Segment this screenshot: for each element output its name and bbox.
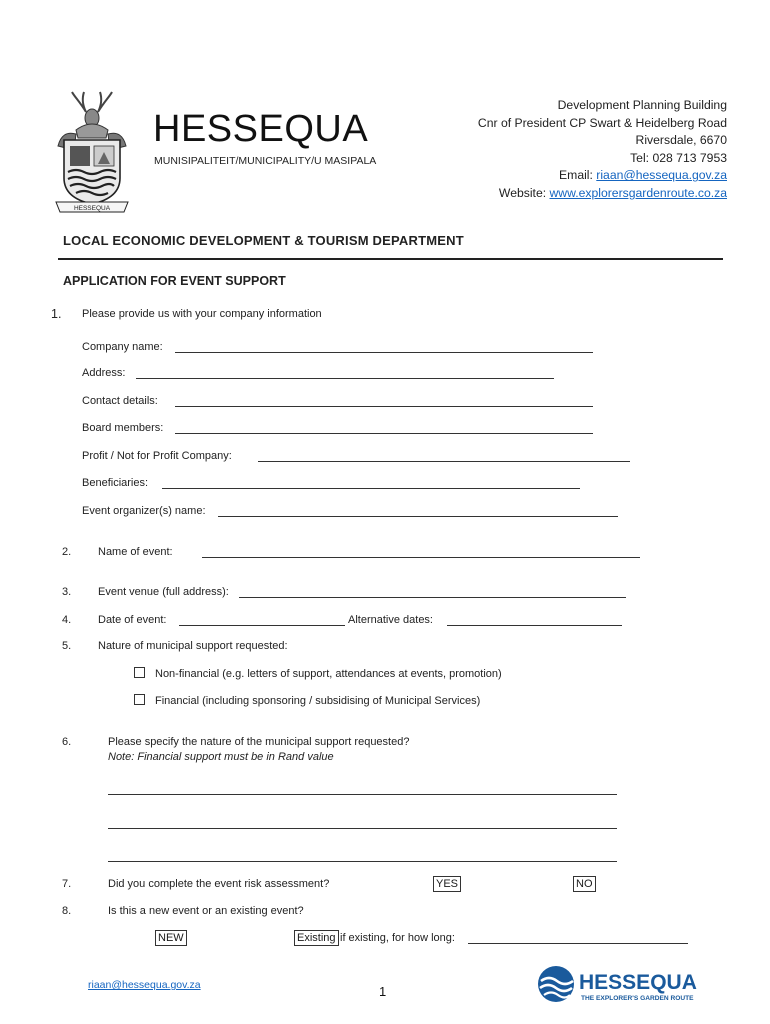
beneficiaries-label: Beneficiaries: (82, 477, 149, 489)
footer-email-link[interactable]: riaan@hessequa.gov.za (88, 979, 201, 991)
risk-assessment-yes-box[interactable]: YES (433, 876, 461, 892)
existing-duration-label: if existing, for how long: (340, 932, 455, 944)
header-divider (58, 258, 723, 260)
contact-details-field[interactable] (175, 406, 593, 407)
municipal-crest-icon (52, 90, 132, 214)
contact-block (478, 97, 727, 203)
non-financial-label: Non-financial (e.g. letters of support, attendances at events, promotion) (155, 668, 502, 680)
event-date-field[interactable] (179, 625, 345, 626)
municipality-title: HESSEQUA (153, 108, 369, 150)
alternative-dates-field[interactable] (447, 625, 622, 626)
event-organizer-field[interactable] (218, 516, 618, 517)
support-details-line-3[interactable] (108, 861, 617, 862)
financial-support-note: Note: Financial support must be in Rand value (108, 751, 334, 763)
existing-duration-field[interactable] (468, 943, 688, 944)
support-details-line-1[interactable] (108, 794, 617, 795)
q1-text: Please provide us with your company information (82, 308, 322, 320)
q1-number: 1. (51, 307, 62, 321)
email-label: Email: (559, 168, 597, 183)
risk-assessment-label: Did you complete the event risk assessment? (108, 878, 330, 890)
event-name-label: Name of event: (98, 546, 173, 558)
contact-line-building: Development Planning Building (557, 98, 727, 112)
q8-number: 8. (62, 905, 72, 917)
hessequa-logo-icon (535, 965, 705, 1005)
email-link[interactable]: riaan@hessequa.gov.za (596, 168, 727, 183)
address-label: Address: (82, 367, 126, 379)
alternative-dates-label: Alternative dates: (348, 614, 433, 626)
risk-assessment-no-box[interactable]: NO (573, 876, 596, 892)
financial-label: Financial (including sponsoring / subsidising of Municipal Services) (155, 695, 481, 707)
municipality-subtitle: MUNISIPALITEIT/MUNICIPALITY/U MASIPALA (154, 155, 377, 167)
q2-number: 2. (62, 546, 72, 558)
event-name-field[interactable] (202, 557, 640, 558)
contact-line-street: Cnr of President CP Swart & Heidelberg Road (477, 115, 727, 130)
event-date-label: Date of event: (98, 614, 167, 626)
page-number: 1 (379, 984, 387, 999)
support-specify-label: Please specify the nature of the municipal support requested? (108, 736, 410, 748)
board-members-label: Board members: (82, 422, 164, 434)
crest-banner-text: HESSEQUA (73, 205, 111, 212)
address-field[interactable] (136, 378, 554, 379)
contact-line-tel: Tel: 028 713 7953 (630, 150, 727, 165)
company-name-field[interactable] (175, 352, 593, 353)
contact-email-row (478, 167, 727, 185)
event-venue-field[interactable] (239, 597, 626, 598)
q7-number: 7. (62, 878, 72, 890)
website-link[interactable]: www.explorersgardenroute.co.za (549, 185, 727, 200)
logo-text: HESSEQUA (579, 971, 697, 994)
website-label: Website: (498, 185, 550, 200)
department-heading: LOCAL ECONOMIC DEVELOPMENT & TOURISM DEPARTMENT (63, 233, 464, 248)
q3-number: 3. (62, 586, 72, 598)
contact-website-row (478, 185, 727, 203)
q6-number: 6. (62, 736, 72, 748)
support-nature-label: Nature of municipal support requested: (98, 640, 288, 652)
beneficiaries-field[interactable] (162, 488, 580, 489)
new-event-box[interactable]: NEW (155, 930, 187, 946)
company-name-label: Company name: (82, 341, 163, 353)
non-financial-checkbox[interactable] (134, 667, 145, 678)
event-venue-label: Event venue (full address): (98, 586, 229, 598)
contact-line-town: Riversdale, 6670 (635, 133, 727, 148)
profit-status-label: Profit / Not for Profit Company: (82, 450, 232, 462)
contact-details-label: Contact details: (82, 395, 158, 407)
support-details-line-2[interactable] (108, 828, 617, 829)
logo-tagline: THE EXPLORER'S GARDEN ROUTE (581, 995, 694, 1002)
board-members-field[interactable] (175, 433, 593, 434)
financial-checkbox[interactable] (134, 694, 145, 705)
profit-status-field[interactable] (258, 461, 630, 462)
existing-event-box[interactable]: Existing (294, 930, 339, 946)
q5-number: 5. (62, 640, 72, 652)
event-type-label: Is this a new event or an existing event? (108, 905, 304, 917)
form-title: APPLICATION FOR EVENT SUPPORT (63, 274, 286, 288)
q4-number: 4. (62, 614, 72, 626)
event-organizer-label: Event organizer(s) name: (82, 505, 206, 517)
